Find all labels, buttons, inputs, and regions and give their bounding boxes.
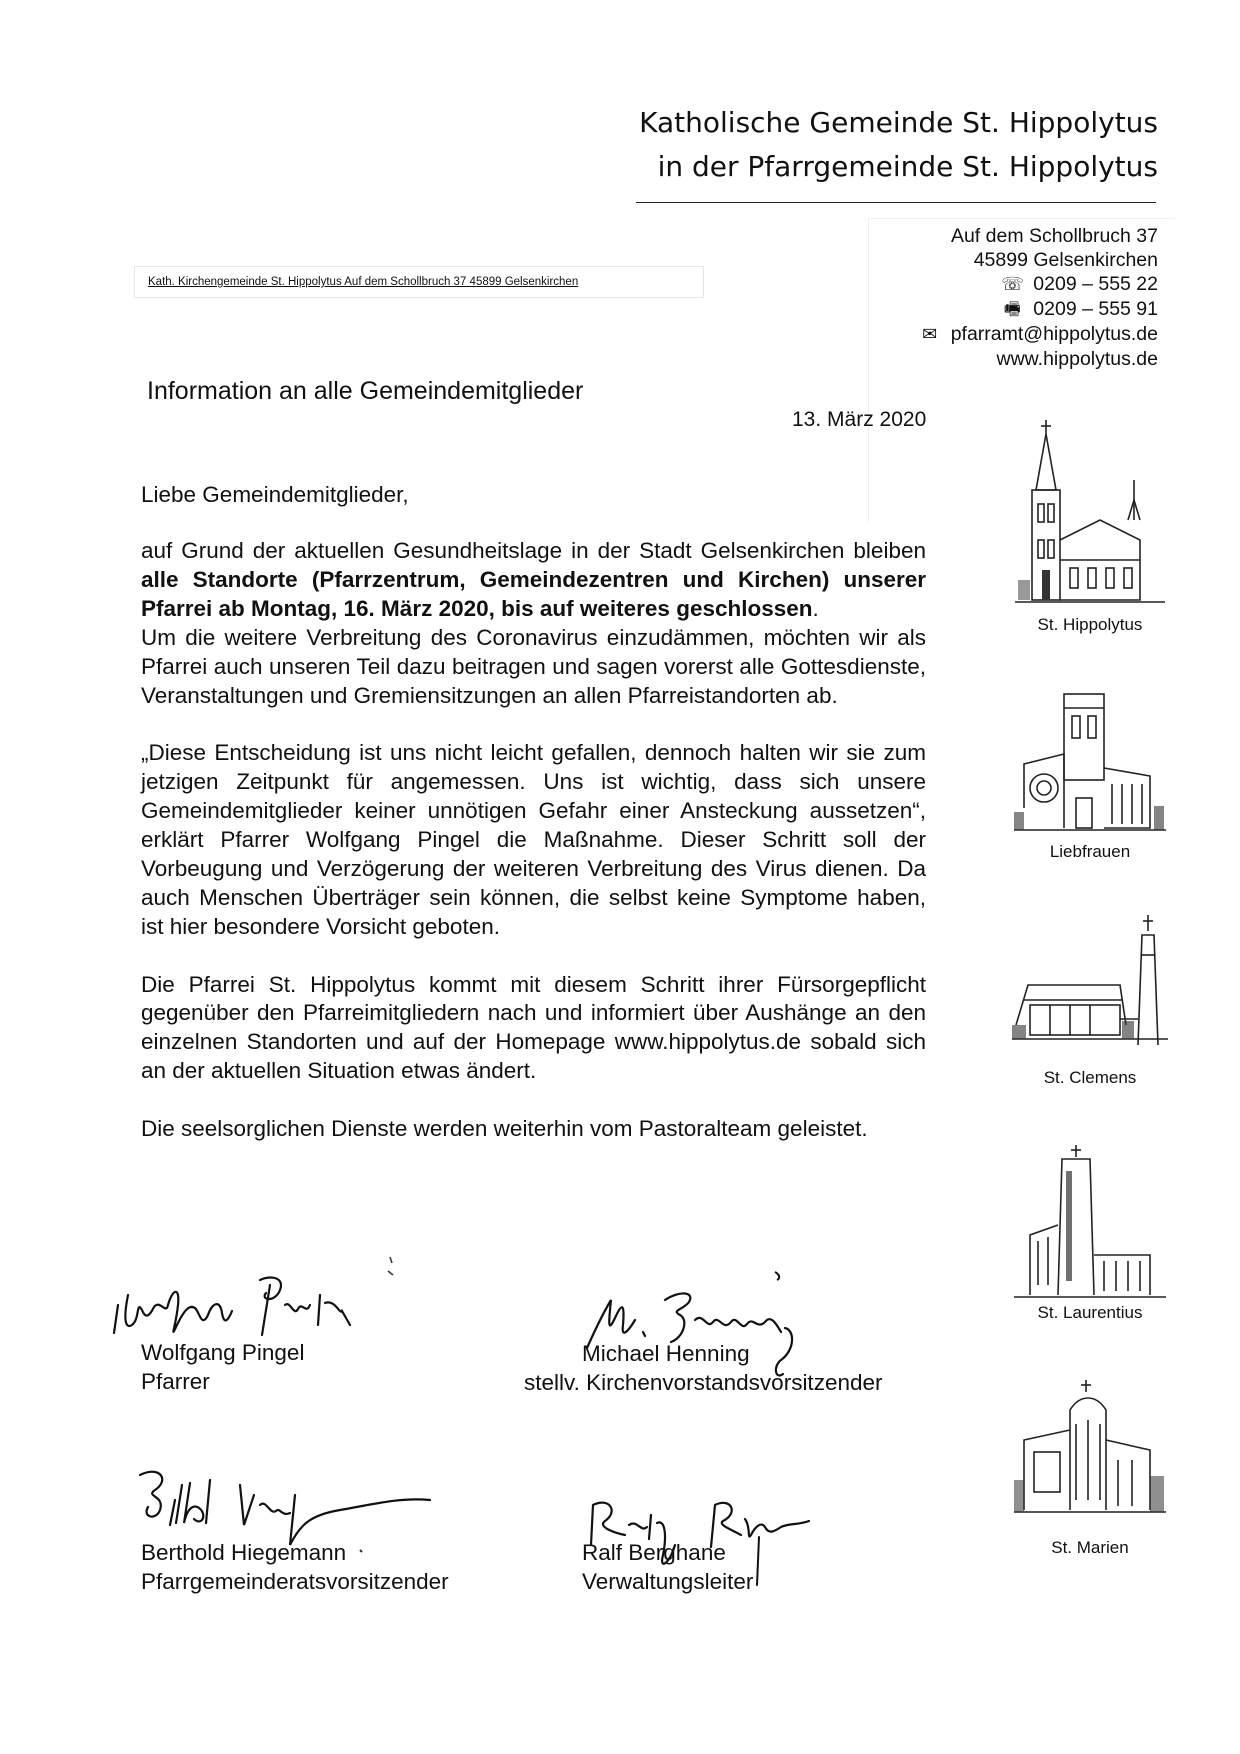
- body-paragraph-1b: Um die weitere Verbreitung des Coronavirus einzudämmen, möchten wir als Pfarrei auch unseren Teil dazu beitragen und sagen vorerst alle Gottesdienste, Veranstaltungen und Gremiensitzungen an allen Pfarreistandorten ab.: [141, 624, 926, 708]
- signatory-name: Ralf Berghane: [582, 1540, 726, 1565]
- letter-subject: Information an alle Gemeindemitglieder: [147, 377, 584, 405]
- church-marien-drawing: [1010, 1380, 1170, 1535]
- contact-fax: 0209 – 555 91: [1033, 298, 1158, 320]
- signatory-name: Berthold Hiegemann: [141, 1540, 347, 1565]
- signature-henning: [585, 1270, 815, 1385]
- signature-pingel: [110, 1255, 390, 1350]
- envelope-icon: ✉: [922, 324, 938, 345]
- body-paragraph-3: Die Pfarrei St. Hippolytus kommt mit diesem Schritt ihrer Fürsorgepflicht gegenüber den Pfarreimitgliedern nach und informiert über Aushänge an den einzelnen Standorten und auf der Homepage www.hippolytus.de sobald sich an der aktuellen Situation etwas ändert.: [141, 971, 926, 1084]
- body-p1-bold: alle Standorte (Pfarrzentrum, Gemeindezentren und Kirchen) unserer Pfarrei ab Montag, 16. März 2020, bis auf weiteres geschlossen: [141, 566, 926, 621]
- salutation: Liebe Gemeindemitglieder,: [141, 482, 409, 507]
- letterhead-title-line1: Katholische Gemeinde St. Hippolytus: [639, 106, 1158, 139]
- contact-phone-row: [919, 272, 1158, 297]
- body-paragraph-1: [141, 537, 926, 624]
- contact-web: www.hippolytus.de: [996, 348, 1158, 370]
- fax-icon: 🖷: [1003, 299, 1021, 320]
- contact-block: [919, 224, 1158, 371]
- body-p1-text: auf Grund der aktuellen Gesundheitslage in der Stadt Gelsenkirchen bleiben: [141, 538, 926, 563]
- signatory-name: Michael Henning: [582, 1341, 750, 1366]
- signatory-role: stellv. Kirchenvorstandsvorsitzender: [524, 1370, 883, 1395]
- church-label: St. Clemens: [1043, 1068, 1137, 1087]
- signatory-role: Pfarrer: [141, 1369, 210, 1394]
- church-label: St. Hippolytus: [1037, 615, 1143, 634]
- contact-email-row: [919, 322, 1158, 347]
- contact-phone: 0209 – 555 22: [1033, 273, 1158, 295]
- signatory-role: Verwaltungsleiter: [582, 1569, 754, 1594]
- signatory-name: Wolfgang Pingel: [141, 1340, 305, 1365]
- letter-body: [141, 537, 926, 1144]
- contact-fax-row: [919, 297, 1158, 322]
- church-label: Liebfrauen: [1049, 842, 1131, 861]
- telephone-icon: ☏: [1001, 274, 1024, 295]
- signatory-role: Pfarrgemeinderatsvorsitzender: [141, 1569, 449, 1594]
- letterhead-divider: [636, 202, 1156, 203]
- church-hippolytus-drawing: [1010, 420, 1170, 615]
- contact-email: pfarramt@hippolytus.de: [950, 323, 1158, 345]
- contact-street: Auf dem Schollbruch 37: [950, 225, 1158, 247]
- body-p1-end: .: [812, 595, 819, 621]
- church-laurentius-drawing: [1010, 1145, 1170, 1310]
- body-paragraph-4: Die seelsorglichen Dienste werden weiterhin vom Pastoralteam geleistet.: [141, 1116, 868, 1142]
- contact-city: 45899 Gelsenkirchen: [973, 249, 1158, 271]
- letterhead-title-line2: in der Pfarrgemeinde St. Hippolytus: [657, 150, 1158, 183]
- church-clemens-drawing: [1010, 915, 1170, 1070]
- church-label: St. Laurentius: [1037, 1303, 1143, 1322]
- church-label: St. Marien: [1051, 1538, 1129, 1557]
- body-paragraph-2: „Diese Entscheidung ist uns nicht leicht gefallen, dennoch halten wir sie zum jetzigen Zeitpunkt für angemessen. Uns ist wichtig, dass sich unsere Gemeindemitglieder keiner unnötigen Gefahr einer Ansteckung aussetzen“, erklärt Pfarrer Wolfgang Pingel die Maßnahme. Dieser Schritt soll der Vorbeugung und Verzögerung der weiteren Verbreitung des Virus dienen. Da auch Menschen Überträger sein können, die selbst keine Symptome haben, ist hier besondere Vorsicht geboten.: [141, 740, 926, 939]
- letter-date: 13. März 2020: [792, 408, 927, 431]
- sender-return-line: Kath. Kirchengemeinde St. Hippolytus Auf dem Schollbruch 37 45899 Gelsenkirchen: [148, 276, 579, 288]
- church-liebfrauen-drawing: [1010, 688, 1170, 843]
